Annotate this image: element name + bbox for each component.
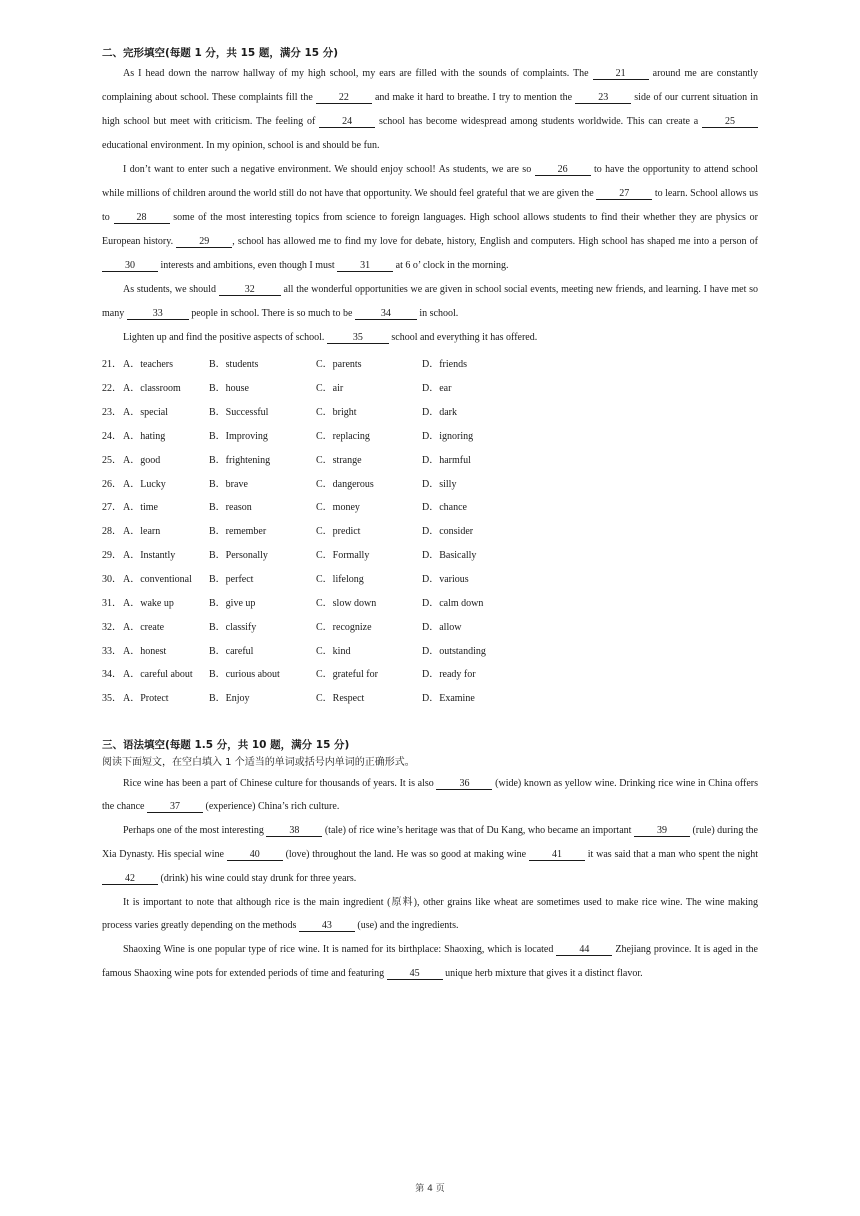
option-d: D．calm down [422,597,484,609]
option-a: A．careful about [123,669,193,681]
blank-43: 43 [299,920,355,932]
option-row [102,589,758,613]
blank-26: 26 [535,164,591,176]
passage-text: educational environment. In my opinion, school is and should be fun. [102,140,380,151]
blank-39: 39 [634,825,690,837]
cloze-paragraph-4 [102,326,758,350]
option-d: D．dark [422,407,457,419]
option-d: D．harmful [422,454,471,466]
passage-text: (love) throughout the land. He was so good at making wine [282,849,529,861]
cloze-paragraph-2 [102,158,758,278]
option-b: B．Improving [209,430,268,442]
blank-42: 42 [102,873,158,885]
passage-text: (rule) during the Xia Dynasty. His special wine [102,825,758,861]
question-number: 24． [102,430,122,442]
passage-text: (tale) of rice wine’s heritage was that of Du Kang, who became an important [322,825,634,837]
blank-38: 38 [266,825,322,837]
passage-text: some of the most interesting topics from science to foreign languages. High school allows students to find their whether they are physics or European history. [102,212,759,247]
option-b: B．Successful [209,407,269,419]
question-number: 32． [102,621,122,633]
grammar-paragraph-2 [102,819,758,890]
question-number: 31． [102,597,122,609]
passage-text: Rice wine has been a part of Chinese culture for thousands of years. It is also [123,777,437,789]
option-c: C．parents [316,359,362,371]
blank-45: 45 [387,968,443,980]
blank-30: 30 [102,260,158,272]
passage-text: Lighten up and find the positive aspects of school. [123,332,327,343]
option-b: B．careful [209,645,254,657]
option-b: B．frightening [209,454,271,466]
passage-text: Zhejiang province. It is aged in the famous Shaoxing wine pots for extended periods of time and featuring [102,944,758,980]
cloze-paragraph-1 [102,62,758,158]
blank-36: 36 [436,778,492,790]
option-d: D．various [422,574,469,586]
option-b: B．reason [209,502,252,514]
question-number: 28． [102,526,122,538]
passage-text: unique herb mixture that gives it a distinct flavor. [442,968,643,980]
cloze-options-list [102,351,758,709]
passage-text: school has become widespread among students worldwide. This can create a [375,116,702,127]
passage-text: school and everything it has offered. [388,332,538,343]
question-number: 23． [102,407,122,419]
blank-35: 35 [327,332,389,344]
passage-text: (drink) his wine could stay drunk for three years. [158,872,357,884]
option-b: B．students [209,359,259,371]
option-b: B．curious about [209,669,280,681]
option-b: B．give up [209,597,256,609]
blank-21: 21 [593,68,649,80]
question-number: 30． [102,574,122,586]
blank-33: 33 [127,308,189,320]
passage-text: , school has allowed me to find my love for debate, history, English and computers. High school has shaped me into a person of [232,236,758,247]
blank-25: 25 [702,116,758,128]
option-d: D．chance [422,502,467,514]
option-d: D．ignoring [422,430,474,442]
passage-text: (wide) known as yellow wine. Drinking rice wine in China offers the chance [102,777,758,813]
passage-text: in school. [416,308,459,319]
option-row [102,423,758,447]
grammar-paragraph-3 [102,891,758,939]
option-row [102,399,758,423]
option-c: C．money [316,502,360,514]
passage-text: side of our current situation in high school but meet with criticism. The feeling of [102,92,758,127]
option-c: C．lifelong [316,574,364,586]
exam-page [102,44,758,986]
option-d: D．ready for [422,669,476,681]
option-c: C．Formally [316,550,370,562]
option-row [102,542,758,566]
option-c: C．bright [316,407,357,419]
passage-text: interests and ambitions, even though I must [158,260,338,271]
option-d: D．outstanding [422,645,486,657]
passage-text: to have the opportunity to attend school while millions of children around the world still do not have that opportunity. We should feel grateful that we are given the [102,164,759,199]
section3-heading: 三、语法填空(每题 1.5 分，共 10 题，满分 15 分) [102,738,350,751]
option-a: A．hating [123,430,166,442]
passage-text: (use) and the ingredients. [354,920,459,932]
option-b: B．brave [209,478,248,490]
passage-text: to learn. School allows us to [102,188,758,223]
option-a: A．special [123,407,168,419]
option-c: C．Respect [316,693,365,705]
passage-text: people in school. There is so much to be [188,308,355,319]
option-b: B．house [209,383,249,395]
grammar-paragraph-4 [102,938,758,986]
passage-text: As I head down the narrow hallway of my high school, my ears are filled with the sounds of complaints. The [123,68,593,79]
grammar-paragraph-1 [102,772,758,820]
option-d: D．silly [422,478,457,490]
blank-24: 24 [319,116,375,128]
option-c: C．replacing [316,430,370,442]
blank-27: 27 [596,188,652,200]
passage-text: around me are constantly complaining about school. These complaints fill the [102,68,759,103]
option-row [102,494,758,518]
option-c: C．dangerous [316,478,374,490]
option-d: D．friends [422,359,467,371]
option-a: A．honest [123,645,167,657]
blank-23: 23 [575,92,631,104]
option-a: A．Protect [123,693,169,705]
option-d: D．Basically [422,550,477,562]
page-number: 第 4 页 [415,1184,445,1194]
option-c: C．recognize [316,621,372,633]
option-b: B．Personally [209,550,268,562]
option-a: A．teachers [123,359,173,371]
option-d: D．allow [422,621,462,633]
option-c: C．grateful for [316,669,378,681]
option-row [102,613,758,637]
question-number: 21． [102,359,122,371]
option-a: A．Lucky [123,478,166,490]
question-number: 33． [102,645,122,657]
option-a: A．learn [123,526,161,538]
blank-28: 28 [114,212,170,224]
blank-34: 34 [355,308,417,320]
cloze-paragraph-3 [102,278,758,326]
option-d: D．ear [422,383,452,395]
option-a: A．conventional [123,574,192,586]
option-row [102,518,758,542]
option-b: B．perfect [209,574,254,586]
blank-32: 32 [219,284,281,296]
passage-text: Perhaps one of the most interesting [123,825,267,837]
passage-text: and make it hard to breathe. I try to mention the [371,92,576,103]
passage-text: it was said that a man who spent the night [584,849,758,861]
option-d: D．Examine [422,693,475,705]
option-c: C．kind [316,645,351,657]
passage-text: I don’t want to enter such a negative environment. We should enjoy school! As students, we are so [123,164,535,175]
blank-22: 22 [316,92,372,104]
option-d: D．consider [422,526,474,538]
option-a: A．time [123,502,158,514]
option-row [102,661,758,685]
section2-heading: 二、完形填空(每题 1 分，共 15 题，满分 15 分) [102,47,339,59]
blank-41: 41 [529,849,585,861]
option-row [102,566,758,590]
blank-37: 37 [147,801,203,813]
option-row [102,446,758,470]
question-number: 26． [102,478,122,490]
option-b: B．Enjoy [209,693,250,705]
section3-instruction: 阅读下面短文，在空白填入 1 个适当的单词或括号内单词的正确形式。 [102,756,415,768]
question-number: 29． [102,550,122,562]
option-a: A．Instantly [123,550,176,562]
option-a: A．classroom [123,383,181,395]
option-c: C．strange [316,454,362,466]
question-number: 35． [102,693,122,705]
passage-text: It is important to note that although rice is the main ingredient (原料), other grains like wheat are sometimes used to make rice wine. The wine making process varies greatly depending on the methods [102,896,758,932]
passage-text: (experience) China’s rich culture. [202,801,340,813]
blank-44: 44 [556,944,612,956]
option-row [102,351,758,375]
option-row [102,375,758,399]
option-c: C．predict [316,526,361,538]
option-a: A．good [123,454,161,466]
option-row [102,637,758,661]
blank-31: 31 [337,260,393,272]
option-row [102,685,758,709]
option-b: B．remember [209,526,267,538]
option-c: C．slow down [316,597,377,609]
option-c: C．air [316,383,344,395]
blank-29: 29 [176,236,232,248]
option-b: B．classify [209,621,257,633]
passage-text: As students, we should [123,284,219,295]
passage-text: all the wonderful opportunities we are given in school social events, meeting new friends, and learning. I have met so many [102,284,758,319]
option-row [102,470,758,494]
question-number: 34． [102,669,122,681]
question-number: 27． [102,502,122,514]
question-number: 22． [102,383,122,395]
option-a: A．wake up [123,597,174,609]
option-a: A．create [123,621,165,633]
passage-text: Shaoxing Wine is one popular type of rice wine. It is named for its birthplace: Shaoxing, which is located [123,944,557,956]
passage-text: at 6 o’ clock in the morning. [393,260,509,271]
blank-40: 40 [227,849,283,861]
question-number: 25． [102,454,122,466]
